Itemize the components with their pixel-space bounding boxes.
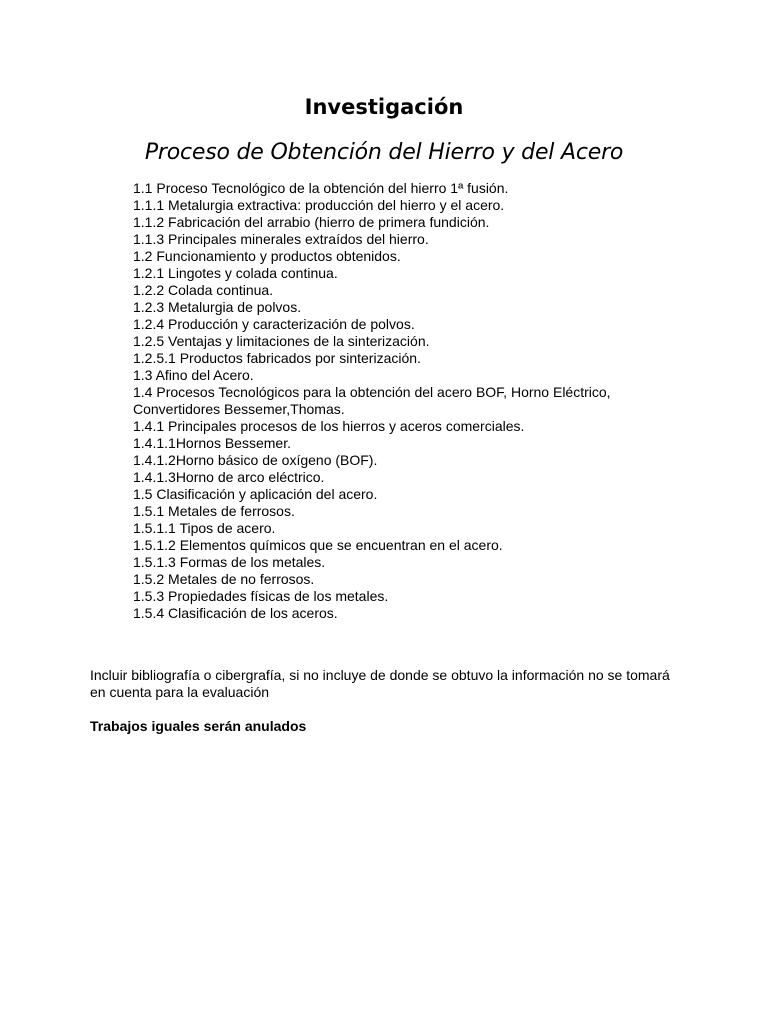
document-title: Investigación <box>304 95 464 119</box>
toc-item: 1.2.1 Lingotes y colada continua. <box>133 265 338 281</box>
toc-item: 1.4.1.2Horno básico de oxígeno (BOF). <box>133 452 378 468</box>
toc-item: 1.5.3 Propiedades físicas de los metales. <box>133 588 389 604</box>
toc-item: 1.2.4 Producción y caracterización de polvos. <box>133 316 415 332</box>
warning-text: Trabajos iguales serán anulados <box>90 718 307 734</box>
table-of-contents <box>133 180 653 622</box>
bibliography-note: Incluir bibliografía o cibergrafía, si no incluye de donde se obtuvo la información no se tomará en cuenta para la evaluación <box>90 667 670 700</box>
toc-item: 1.2.5.1 Productos fabricados por sinterización. <box>133 350 421 366</box>
toc-item: 1.5.1.1 Tipos de acero. <box>133 520 276 536</box>
toc-item: 1.5.4 Clasificación de los aceros. <box>133 605 338 621</box>
toc-item: 1.5.1.2 Elementos químicos que se encuentran en el acero. <box>133 537 503 553</box>
toc-item: 1.5.1 Metales de ferrosos. <box>133 503 295 519</box>
toc-item: 1.4 Procesos Tecnológicos para la obtención del acero BOF, Horno Eléctrico, Convertidores Bessemer,Thomas. <box>133 384 611 417</box>
toc-item: 1.1.3 Principales minerales extraídos del hierro. <box>133 231 429 247</box>
toc-item: 1.4.1.3Horno de arco eléctrico. <box>133 469 325 485</box>
toc-item: 1.5.2 Metales de no ferrosos. <box>133 571 315 587</box>
toc-item: 1.5.1.3 Formas de los metales. <box>133 554 326 570</box>
toc-item: 1.5 Clasificación y aplicación del acero. <box>133 486 378 502</box>
toc-item: 1.4.1 Principales procesos de los hierros y aceros comerciales. <box>133 418 525 434</box>
toc-item: 1.2.3 Metalurgia de polvos. <box>133 299 302 315</box>
toc-item: 1.4.1.1Hornos Bessemer. <box>133 435 291 451</box>
toc-item: 1.3 Afino del Acero. <box>133 367 254 383</box>
document-subtitle: Proceso de Obtención del Hierro y del Acero <box>144 140 624 165</box>
toc-item: 1.2.2 Colada continua. <box>133 282 274 298</box>
toc-item: 1.2.5 Ventajas y limitaciones de la sinterización. <box>133 333 430 349</box>
toc-item: 1.1.2 Fabricación del arrabio (hierro de primera fundición. <box>133 214 490 230</box>
toc-item: 1.2 Funcionamiento y productos obtenidos. <box>133 248 401 264</box>
toc-item: 1.1.1 Metalurgia extractiva: producción del hierro y el acero. <box>133 197 505 213</box>
toc-item: 1.1 Proceso Tecnológico de la obtención del hierro 1ª fusión. <box>133 180 509 196</box>
